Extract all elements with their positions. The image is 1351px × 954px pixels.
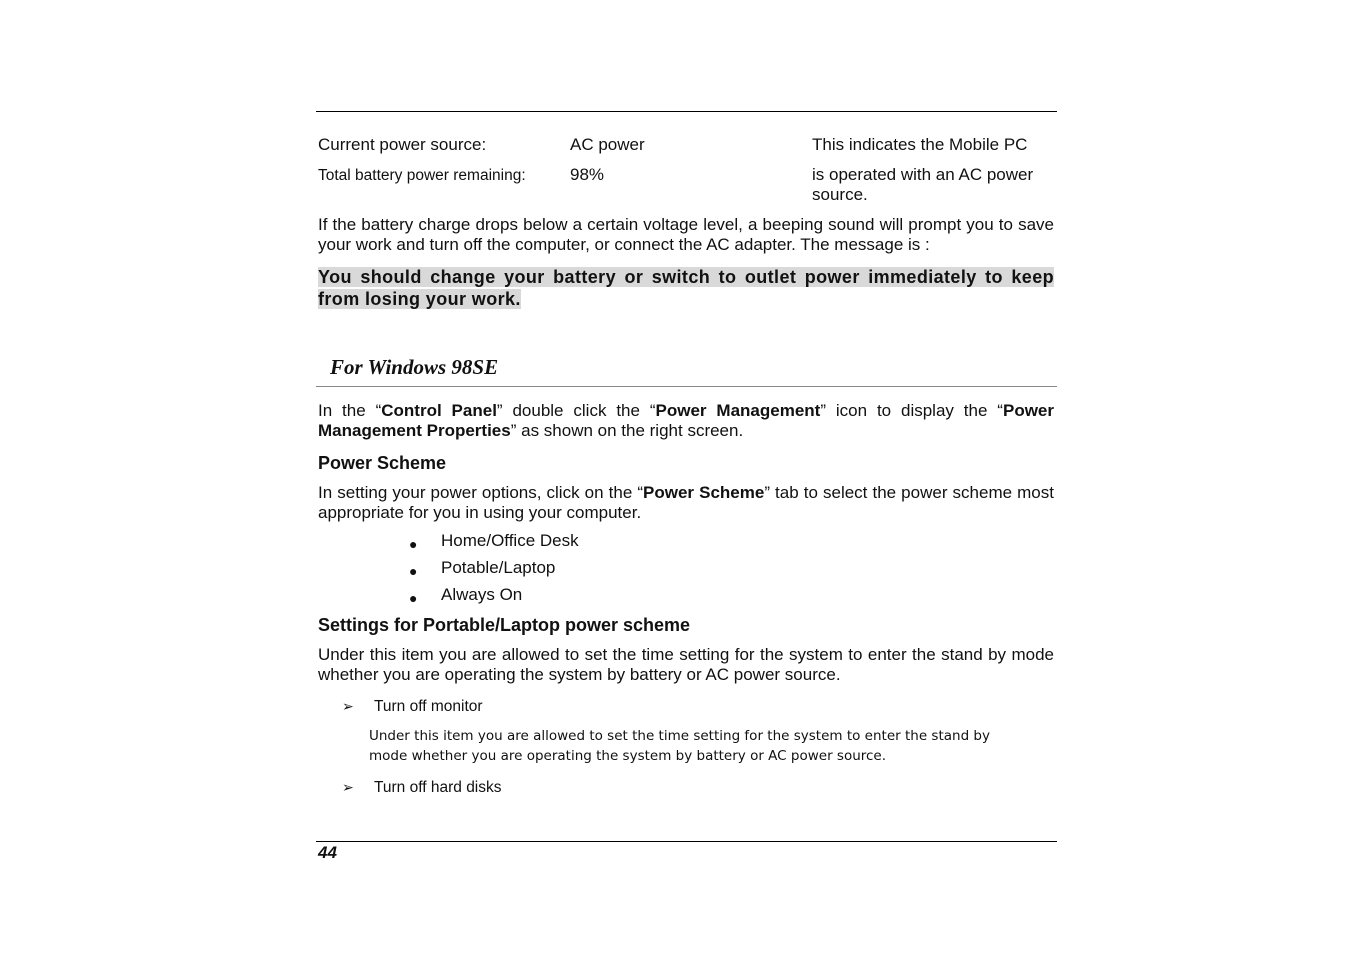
power-note-line3: source. (812, 185, 868, 204)
power-source-label: Current power source: (318, 135, 487, 154)
power-management-properties-term: Power Management Properties (318, 401, 1055, 440)
power-scheme-list (405, 530, 579, 611)
intro-paragraph: In the “Control Panel” double click the “Power Management” icon to display the “Power Management Properties” as shown on the right screen. (318, 401, 1055, 440)
section-rule (316, 386, 1057, 387)
footer-rule (316, 841, 1057, 842)
power-note-line2: is operated with an AC power (812, 165, 1034, 184)
control-panel-term: Control Panel (381, 401, 497, 420)
turn-off-hard-disks-item: ➢ Turn off hard disks (342, 779, 502, 796)
power-source-value: AC power (570, 135, 645, 154)
arrow-bullet-icon: ➢ (342, 698, 354, 714)
battery-paragraph: If the battery charge drops below a certain voltage level, a beeping sound will prompt you to save your work and turn off the computer, or connect the AC adapter. The message is : (318, 215, 1054, 254)
power-scheme-heading: Power Scheme (318, 453, 447, 473)
list-item: ● Always On (405, 584, 579, 611)
list-item: ● Home/Office Desk (405, 530, 579, 557)
list-item: ● Potable/Laptop (405, 557, 579, 584)
warning-message (318, 266, 1054, 310)
power-scheme-term: Power Scheme (643, 483, 765, 502)
arrow-bullet-icon: ➢ (342, 779, 354, 795)
bullet-icon: ● (409, 563, 418, 579)
turn-off-monitor-description: Under this item you are allowed to set the time setting for the system to enter the stand by mode whether you are operating the system by battery or AC power source. (369, 728, 990, 764)
warning-text: You should change your battery or switch to outlet power immediately to keep from losing your work. (318, 267, 1054, 309)
power-note-line1: This indicates the Mobile PC (812, 135, 1028, 154)
settings-paragraph: Under this item you are allowed to set the time setting for the system to enter the stand by mode whether you are operating the system by battery or AC power source. (318, 645, 1054, 684)
page-number: 44 (318, 843, 337, 862)
section-title: For Windows 98SE (330, 355, 499, 379)
settings-heading: Settings for Portable/Laptop power scheme (318, 615, 691, 635)
bullet-icon: ● (409, 536, 418, 552)
turn-off-monitor-item: ➢ Turn off monitor (342, 698, 483, 715)
battery-remaining-value: 98% (570, 165, 605, 184)
power-scheme-paragraph: In setting your power options, click on the “Power Scheme” tab to select the power scheme most appropriate for you in using your computer. (318, 483, 1054, 522)
power-management-term: Power Management (655, 401, 821, 420)
battery-remaining-label: Total battery power remaining: (318, 167, 526, 184)
header-rule (316, 111, 1057, 112)
bullet-icon: ● (409, 590, 418, 606)
